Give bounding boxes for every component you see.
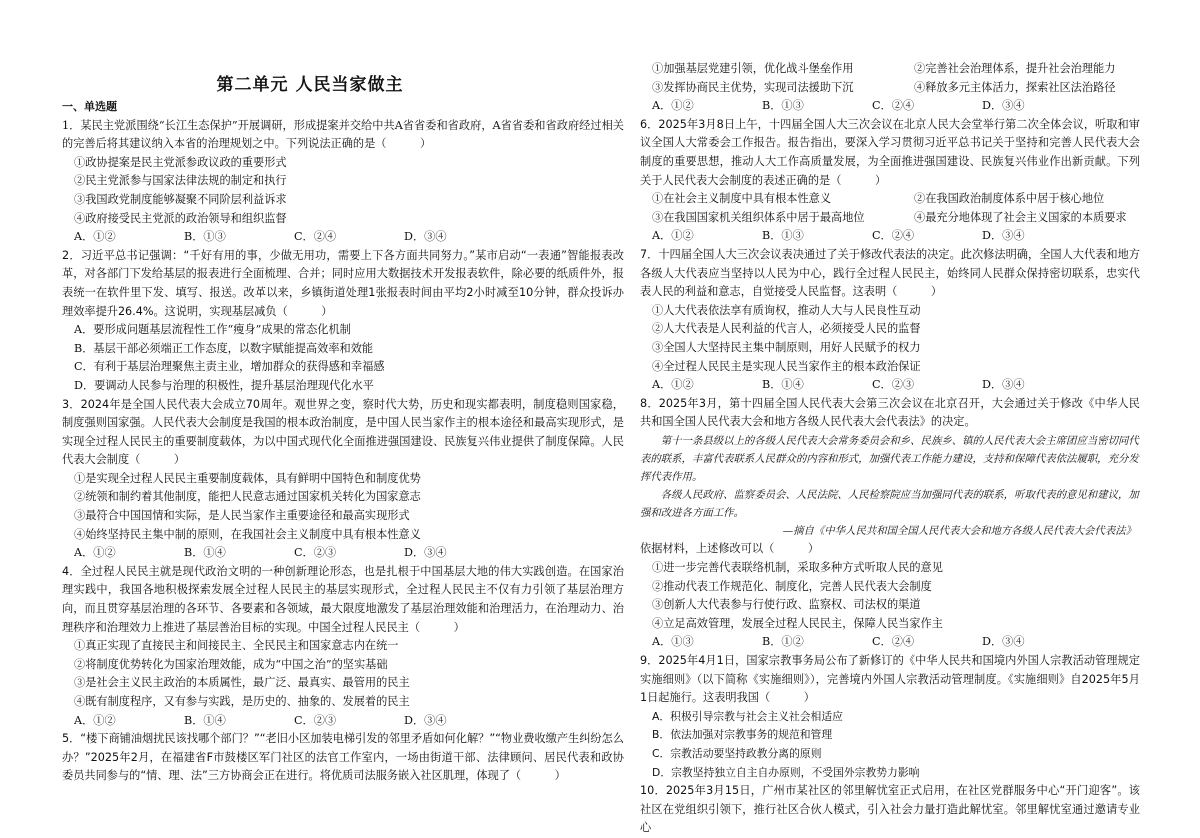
q9-option[interactable]: B．依法加强对宗教事务的规范和管理 (652, 728, 833, 742)
choice-c[interactable]: C．②③ (294, 546, 337, 560)
choice-d[interactable]: D．③④ (404, 546, 447, 560)
q4-option: ③是社会主义民主政治的本质属性，最广泛、最真实、最管用的民主 (74, 676, 410, 690)
q2-option[interactable]: C．有利于基层治理聚焦主责主业，增加群众的获得感和幸福感 (74, 360, 385, 374)
q8-quote-paragraph: 第十一条县级以上的各级人民代表大会常务委员会和乡、民族乡、镇的人民代表大会主席团应当密切同代表的联系，丰富代表联系人民群众的内容和形式，加强代表工作能力建设，支持和保障代表依法履职，充分发挥代表作用。 (640, 434, 1139, 483)
q5-option-row (640, 79, 1140, 98)
choice-c[interactable]: C．②④ (872, 99, 915, 113)
choice-a[interactable]: A．①② (652, 229, 694, 243)
q5-option: ④释放多元主体活力，探索社区法治路径 (914, 80, 1116, 94)
q5-choices (640, 97, 1140, 116)
q9-option[interactable]: D．宗教坚持独立自主自办原则，不受国外宗教势力影响 (652, 765, 920, 779)
q1-option: ④政府接受民主党派的政治领导和组织监督 (74, 211, 287, 225)
q4-choices (62, 712, 624, 731)
choice-b[interactable]: B．①③ (762, 99, 804, 113)
choice-a[interactable]: A．①② (652, 378, 694, 392)
q9-option[interactable]: C．宗教活动要坚持政教分离的原则 (652, 747, 822, 760)
q5-option-row (640, 60, 1140, 79)
q7-option: ③全国人大坚持民主集中制原则，用好人民赋予的权力 (652, 340, 921, 354)
choice-a[interactable]: A．①② (74, 230, 116, 244)
q7-option: ④全过程人民民主是实现人民当家作主的根本政治保证 (652, 359, 921, 373)
q8-lead: 依据材料，上述修改可以（ ） (640, 542, 820, 556)
q8-option: ②推动代表工作规范化、制度化，完善人民代表大会制度 (652, 579, 932, 593)
choice-d[interactable]: D．③④ (982, 99, 1025, 113)
choice-d[interactable]: D．③④ (982, 229, 1025, 243)
q1-option: ①政协提案是民主党派参政议政的重要形式 (74, 155, 287, 169)
question-7-stem: 7．十四届全国人大三次会议表决通过了关于修改代表法的决定。此次修法明确，全国人大代表和地方各级人大代表应当坚持以人民为中心，践行全过程人民民主，始终同人民群众保持密切联系，忠实代表人民的利益和意志，自觉接受人民监督。这表明（ ） (640, 247, 1140, 299)
q3-option: ④始终坚持民主集中制的原则，在我国社会主义制度中具有根本性意义 (74, 527, 421, 541)
q6-option: ③在我国国家机关组织体系中居于最高地位 (652, 210, 865, 224)
q2-option[interactable]: A．要形成问题基层流程性工作“瘦身”成果的常态化机制 (74, 323, 351, 337)
choice-b[interactable]: B．①② (762, 635, 804, 649)
q1-choices (62, 228, 624, 247)
choice-a[interactable]: A．①② (74, 713, 116, 727)
choice-b[interactable]: B．①③ (762, 229, 804, 243)
q5-option: ①加强基层党建引领，优化战斗堡垒作用 (652, 62, 854, 75)
q8-choices (640, 633, 1140, 652)
choice-b[interactable]: B．①④ (762, 378, 804, 392)
q6-option-row (640, 209, 1140, 228)
page-title: 第二单元 人民当家做主 (216, 75, 404, 95)
q1-option: ③我国政党制度能够凝聚不同阶层利益诉求 (74, 192, 287, 206)
q2-option[interactable]: B．基层干部必须端正工作态度，以数字赋能提高效率和效能 (74, 341, 374, 355)
choice-d[interactable]: D．③④ (982, 378, 1025, 392)
q2-option[interactable]: D．要调动人民参与治理的积极性，提升基层治理现代化水平 (74, 378, 374, 392)
q4-option: ④既有制度程序，又有参与实践，是历史的、抽象的、发展着的民主 (74, 695, 410, 708)
right-column (640, 60, 1140, 838)
choice-c[interactable]: C．②④ (872, 229, 915, 243)
question-3-stem: 3．2024年是全国人民代表大会成立70周年。观世界之变，察时代大势，历史和现实都表明，制度稳则国家稳，制度强则国家强。人民代表大会制度是我国的根本政治制度，是中国人民当家作主的根本途径和最高实现形式，是实现全过程人民民主的重要制度载体，为以中国式现代化全面推进强国建设、民族复兴伟业提供了制度保障。人民代表大会制度（ ） (62, 397, 624, 467)
choice-a[interactable]: A．①② (74, 546, 116, 560)
question-5-stem: 5．“楼下商铺油烟扰民该找哪个部门？”“老旧小区加装电梯引发的邻里矛盾如何化解？”“物业费收缴产生纠纷怎么办？”2025年2月，在福建省F市鼓楼区军门社区的法官工作室内，一场由街道干部、法律顾问、居民代表和政协委员共同参与的“情、理、法”三方协商会正在进行。将优质司法服务嵌入社区肌理，体现了（ ） (62, 732, 624, 783)
q6-choices (640, 227, 1140, 246)
choice-d[interactable]: D．③④ (404, 230, 447, 244)
q3-choices (62, 544, 624, 563)
choice-c[interactable]: C．②③ (872, 378, 915, 392)
q1-option: ②民主党派参与国家法律法规的制定和执行 (74, 174, 287, 188)
choice-b[interactable]: B．①④ (184, 713, 226, 727)
q8-option: ④立足高效管理，发展全过程人民民主，保障人民当家作主 (652, 616, 943, 630)
q9-option[interactable]: A．积极引导宗教与社会主义社会相适应 (652, 709, 843, 723)
q6-option-row (640, 190, 1140, 209)
left-column (62, 98, 624, 786)
question-8-stem: 8．2025年3月，第十四届全国人民代表大会第三次会议在北京召开，大会通过关于修改《中华人民共和国全国人民代表大会和地方各级人民代表大会代表法》的决定。 (640, 396, 1140, 429)
q5-option: ②完善社会治理体系，提升社会治理能力 (914, 62, 1116, 75)
choice-a[interactable]: A．①③ (652, 635, 694, 649)
question-2-stem: 2．习近平总书记强调：“千好有用的事，少做无用功，需要上下各方面共同努力。”某市启动“一表通”智能报表改革，对各部门下发给基层的报表进行全面梳理、合并；同时应用大数据技术开发报表软件，除必要的纸质件外，报表统一在软件里下发、填写、报送。改革以来，乡镇街道处理1张报表时间由平均2小时减至10分钟，群众投诉办理效率提升26.4%。这说明，实现基层减负（ ） (62, 248, 624, 318)
q8-quote-paragraph: 各级人民政府、监察委员会、人民法院、人民检察院应当加强同代表的联系，听取代表的意见和建议，加强和改进各方面工作。 (640, 488, 1139, 519)
question-9-stem: 9．2025年4月1日，国家宗教事务局公布了新修订的《中华人民共和国境内外国人宗教活动管理规定实施细则》（以下简称《实施细则》），完善境内外国人宗教活动管理制度。《实施细则》自2025年5月1日起施行。这表明我国（ ） (640, 654, 1140, 705)
q3-option: ③最符合中国国情和实际，是人民当家作主重要途径和最高实现形式 (74, 509, 410, 523)
q4-option: ①真正实现了直接民主和间接民主、全民民主和国家意志内在统一 (74, 639, 399, 653)
section-heading: 一、单选题 (62, 100, 117, 113)
choice-a[interactable]: A．①② (652, 99, 694, 113)
q8-option: ①进一步完善代表联络机制，采取多种方式听取人民的意见 (652, 561, 943, 575)
q5-option: ③发挥协商民主优势，实现司法援助下沉 (652, 80, 854, 94)
q6-option: ④最充分地体现了社会主义国家的本质要求 (914, 210, 1127, 224)
q3-option: ②统领和制约着其他制度，能把人民意志通过国家机关转化为国家意志 (74, 490, 421, 504)
choice-c[interactable]: C．②③ (294, 713, 337, 727)
q6-option: ②在我国政治制度体系中居于核心地位 (914, 192, 1105, 206)
choice-c[interactable]: C．②④ (294, 230, 337, 244)
q7-choices (640, 376, 1140, 395)
choice-b[interactable]: B．①④ (184, 546, 226, 560)
q7-option: ②人大代表是人民利益的代言人，必须接受人民的监督 (652, 322, 921, 336)
question-6-stem: 6．2025年3月8日上午，十四届全国人大三次会议在北京人民大会堂举行第二次全体会议，听取和审议全国人大常委会工作报告。报告指出，要深入学习贯彻习近平总书记关于坚持和完善人民代表大会制度的重要思想，推动人大工作高质量发展，为全面推进强国建设、民族复兴伟业作出新贡献。下列关于人民代表大会制度的表述正确的是（ ） (640, 117, 1140, 187)
question-4-stem: 4．全过程人民民主就是现代政治文明的一种创新理论形态，也是扎根于中国基层大地的伟大实践创造。在国家治理实践中，我国各地积极探索发展全过程人民民主的基层实现形式，全过程人民民主不仅有力引领了基层治理方向，而且贯穿基层治理的各环节、各要素和各领域，最大限度地激发了基层治理效能和治理活力，在治理动力、治理秩序和治理效力上推进了基层善治目标的实现。中国全过程人民民主（ ） (62, 564, 624, 634)
q3-option: ①是实现全过程人民民主重要制度载体，具有鲜明中国特色和制度优势 (74, 471, 421, 485)
q8-quote-source: —摘自《中华人民共和国全国人民代表大会和地方各级人民代表大会代表法》 (782, 524, 1136, 537)
q7-option: ①人大代表依法享有质询权，推动人大与人民良性互动 (652, 303, 921, 317)
choice-d[interactable]: D．③④ (404, 713, 447, 727)
choice-b[interactable]: B．①③ (184, 230, 226, 244)
q6-option: ①在社会主义制度中具有根本性意义 (652, 192, 832, 206)
choice-d[interactable]: D．③④ (982, 635, 1025, 649)
choice-c[interactable]: C．②④ (872, 635, 915, 649)
q4-option: ②将制度优势转化为国家治理效能，成为“中国之治”的坚实基础 (74, 657, 388, 671)
q8-option: ③创新人大代表参与行使行政、监察权、司法权的渠道 (652, 598, 921, 612)
question-1-stem: 1．某民主党派围绕“长江生态保护”开展调研，形成提案并交给中共A省省委和省政府，A省省委和省政府经过相关的完善后将其建议纳入本省的治理规划之中。下列说法正确的是（ ） (62, 118, 624, 151)
question-10-stem: 10．2025年3月15日，广州市某社区的邻里解忧室正式启用，在社区党群服务中心“开门迎客”。该社区在党组织引领下，推行社区合伙人模式，引入社会力量打造此解忧室。邻里解忧室通过邀请专业心 (640, 784, 1140, 835)
